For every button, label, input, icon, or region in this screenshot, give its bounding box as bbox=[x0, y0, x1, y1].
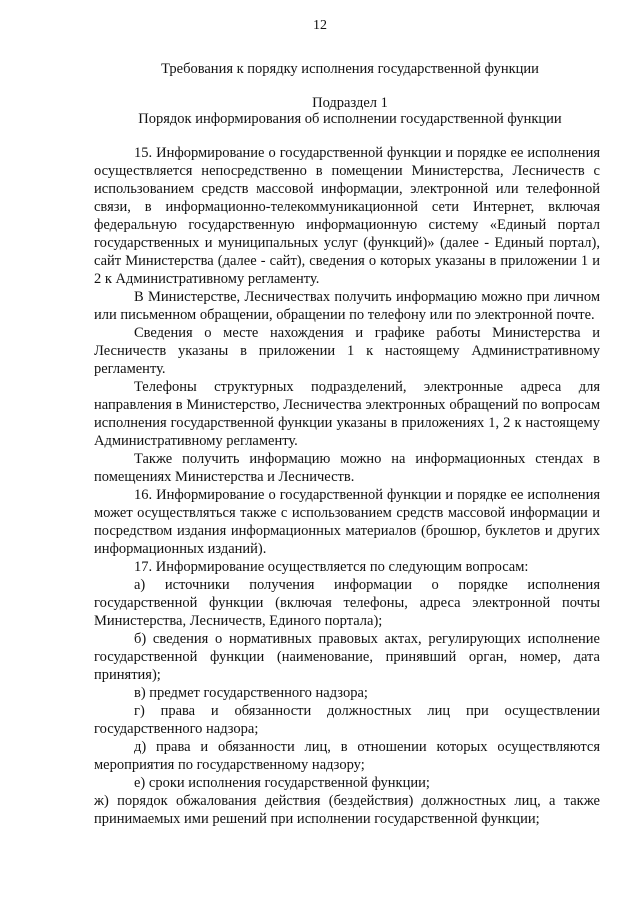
section-title: Требования к порядку исполнения государственной функции bbox=[161, 61, 539, 77]
list-item-b: б) сведения о нормативных правовых актах, регулирующих исполнение государственной функции (наименование, принявший орган, номер, дата принятия); bbox=[94, 631, 600, 683]
paragraph-17: 17. Информирование осуществляется по следующим вопросам: bbox=[134, 559, 529, 575]
paragraph-16: 16. Информирование о государственной функции и порядке ее исполнения может осуществляться также с использованием средств массовой информации и посредством издания информационных материалов (брошюр, буклетов и других информационных изданий). bbox=[94, 487, 600, 557]
list-item-zh: ж) порядок обжалования действия (бездействия) должностных лиц, а также принимаемых ими решений при исполнении государственной функции; bbox=[94, 793, 600, 827]
paragraph-phones-info: Телефоны структурных подразделений, электронные адреса для направления в Министерство, Лесничества электронных обращений по вопросам исполнения государственной функции указаны в приложениях 1, 2 к настоящему Административному регламенту. bbox=[94, 379, 600, 449]
list-item-a: а) источники получения информации о порядке исполнения государственной функции (включая телефоны, адреса электронной почты Министерства, Лесничеств, Единого портала); bbox=[94, 577, 600, 629]
list-item-d: д) права и обязанности лиц, в отношении которых осуществляются мероприятия по государственному надзору; bbox=[94, 739, 600, 773]
subsection-title: Порядок информирования об исполнении государственной функции bbox=[138, 111, 562, 127]
paragraph-ministry-info: В Министерстве, Лесничествах получить информацию можно при личном или письменном обращении, обращении по телефону или по электронной почте. bbox=[94, 289, 600, 323]
list-item-v: в) предмет государственного надзора; bbox=[134, 685, 368, 701]
paragraph-stands-info: Также получить информацию можно на информационных стендах в помещениях Министерства и Лесничеств. bbox=[94, 451, 600, 485]
paragraph-location-info: Сведения о месте нахождения и графике работы Министерства и Лесничеств указаны в приложении 1 к настоящему Административному регламенту. bbox=[94, 325, 600, 377]
page-number: 12 bbox=[313, 18, 327, 33]
list-item-g: г) права и обязанности должностных лиц при осуществлении государственного надзора; bbox=[94, 703, 600, 737]
subsection-label: Подраздел 1 bbox=[312, 95, 388, 111]
document-body bbox=[94, 144, 600, 828]
paragraph-15: 15. Информирование о государственной функции и порядке ее исполнения осуществляется непосредственно в помещении Министерства, Лесничеств с использованием средств массовой информации, электронной или телефонной связи, в информационно-телекоммуникационной сети Интернет, включая федеральную государственную информационную систему «Единый портал государственных и муниципальных услуг (функций)» (далее - Единый портал), сайт Министерства (далее - сайт), сведения о которых указаны в приложении 1 и 2 к Административному регламенту. bbox=[94, 145, 600, 287]
list-item-e: е) сроки исполнения государственной функции; bbox=[134, 775, 430, 791]
